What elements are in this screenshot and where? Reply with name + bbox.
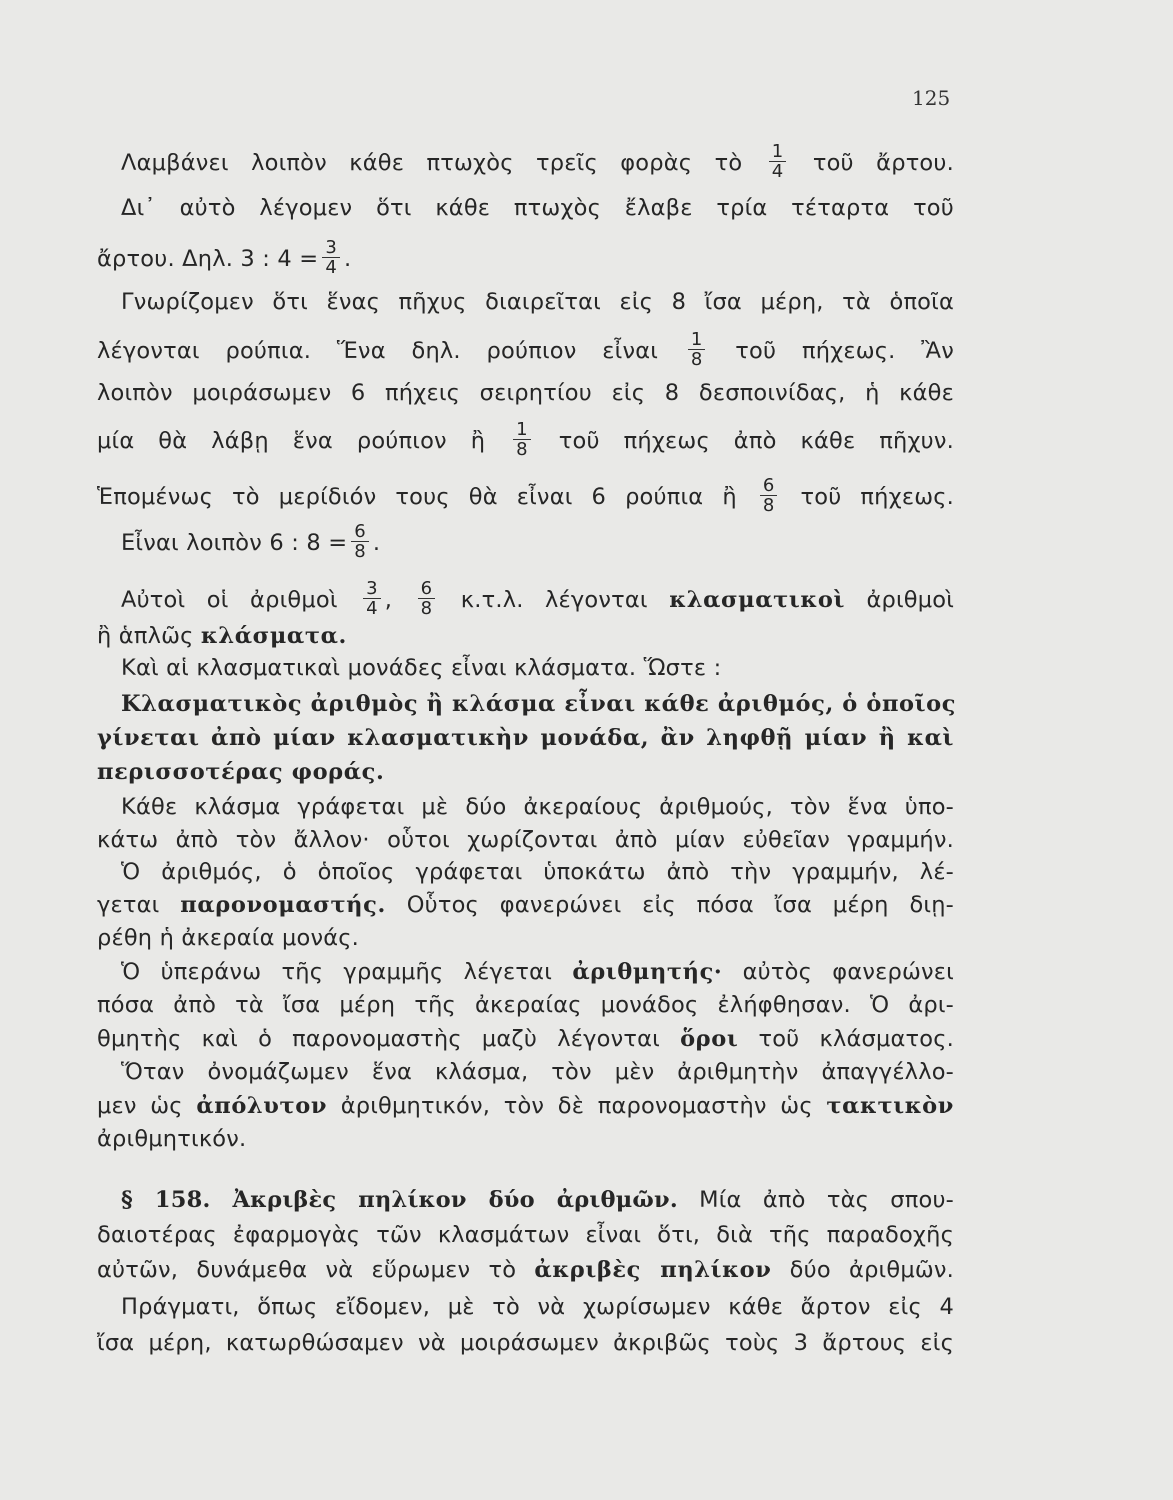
fraction (760, 476, 778, 515)
text: λέγονται ρούπια. Ἕνα δηλ. ρούπιον εἶναι (97, 338, 659, 364)
text: τοῦ ἄρτου. (812, 150, 954, 176)
numerator: 3 (363, 579, 381, 599)
text: . (344, 246, 352, 272)
text-line (97, 141, 954, 183)
bold-term: κλασματικοὶ (669, 587, 845, 613)
fraction (322, 238, 340, 277)
text: θμητὴς καὶ ὁ παρονομαστὴς μαζὺ λέγονται (97, 1026, 660, 1052)
text-line: Γνωρίζομεν ὅτι ἕνας πῆχυς διαιρεῖται εἰς 8 ἴσα μέρη, τὰ ὁποῖα (121, 289, 954, 315)
fraction (363, 579, 381, 618)
text: Λαμβάνει λοιπὸν κάθε πτωχὸς τρεῖς φορὰς τὸ (121, 150, 743, 176)
denominator: 8 (762, 495, 775, 516)
denominator: 8 (690, 349, 703, 370)
numerator: 3 (322, 238, 340, 258)
denominator: 4 (771, 161, 784, 182)
text-line (97, 237, 954, 279)
text: τοῦ κλάσματος. (758, 1026, 954, 1052)
text: Ἑπομένως τὸ μερίδιόν τους θὰ εἶναι 6 ρούπια ἢ (97, 484, 737, 510)
section-heading-line (97, 1185, 954, 1215)
page-number: 125 (912, 86, 951, 110)
text: τοῦ πήχεως. (800, 484, 955, 510)
fraction (513, 420, 531, 459)
text-line: Δι᾽ αὐτὸ λέγομεν ὅτι κάθε πτωχὸς ἔλαβε τρία τέταρτα τοῦ (121, 195, 954, 221)
text-line (97, 1255, 954, 1285)
numerator: 1 (513, 420, 531, 440)
text-line (97, 621, 954, 651)
denominator: 4 (325, 257, 337, 278)
text: τοῦ πήχεως. Ἂν (735, 338, 954, 364)
text: Εἶναι λοιπὸν 6 : 8 = (121, 530, 348, 556)
fraction (351, 522, 369, 561)
text-line (97, 521, 954, 563)
fraction (418, 579, 436, 618)
text: κ.τ.λ. λέγονται (460, 587, 648, 613)
text-line: Κάθε κλάσμα γράφεται μὲ δύο ἀκεραίους ἀριθμούς, τὸν ἕνα ὑπο- (121, 794, 954, 820)
text-line (97, 1091, 954, 1121)
text-line: Πράγματι, ὅπως εἴδομεν, μὲ τὸ νὰ χωρίσωμεν κάθε ἄρτον εἰς 4 (121, 1294, 954, 1320)
text: . (372, 530, 381, 556)
denominator: 8 (354, 541, 366, 562)
text: ἢ ἁπλῶς (97, 623, 194, 649)
bold-term: ὅροι (680, 1026, 739, 1052)
text: ἀριθμοὶ (866, 587, 955, 613)
text: γεται (97, 892, 160, 918)
text-line (97, 578, 955, 620)
text-line: πόσα ἀπὸ τὰ ἴσα μέρη τῆς ἀκεραίας μονάδος ἐλήφθησαν. Ὁ ἀρι- (97, 992, 954, 1018)
numerator: 6 (418, 579, 436, 599)
text: Ὁ ὑπεράνω τῆς γραμμῆς λέγεται (121, 959, 553, 985)
fraction (769, 142, 787, 181)
text-line: δαιοτέρας ἐφαρμογὰς τῶν κλασμάτων εἶναι ὅτι, διὰ τῆς παραδοχῆς (97, 1222, 954, 1248)
text-line (97, 957, 954, 987)
text-line: κάτω ἀπὸ τὸν ἄλλον· οὗτοι χωρίζονται ἀπὸ μίαν εὐθεῖαν γραμμήν. (97, 827, 954, 853)
bold-term: τακτικὸν (826, 1093, 955, 1119)
bold-term: ἀκριβὲς πηλίκον (534, 1257, 772, 1283)
text-line: Ὁ ἀριθμός, ὁ ὁποῖος γράφεται ὑποκάτω ἀπὸ τὴν γραμμήν, λέ- (121, 859, 954, 885)
text: δύο ἀριθμῶν. (789, 1257, 955, 1283)
bold-term: ἀριθμητής· (572, 959, 723, 985)
text: , (384, 587, 393, 613)
text-line (97, 419, 954, 461)
text: τοῦ πήχεως ἀπὸ κάθε πῆχυν. (558, 428, 954, 454)
text-line (97, 890, 954, 920)
text: ἀριθμητικόν, τὸν δὲ παρονομαστὴν ὡς (340, 1093, 813, 1119)
text-line: Καὶ αἱ κλασματικαὶ μονάδες εἶναι κλάσματα. Ὥστε : (121, 655, 722, 681)
numerator: 6 (351, 522, 369, 542)
text: αὐτὸς φανερώνει (742, 959, 954, 985)
text: Μία ἀπὸ τὰς σπου- (699, 1187, 954, 1213)
text: ἄρτου. Δηλ. 3 : 4 = (97, 246, 319, 272)
text-line: λοιπὸν μοιράσωμεν 6 πήχεις σειρητίου εἰς 8 δεσποινίδας, ἡ κάθε (97, 380, 954, 406)
numerator: 6 (760, 476, 778, 496)
text-line (97, 329, 954, 371)
text-line (97, 1024, 954, 1054)
definition-line: περισσοτέρας φοράς. (97, 759, 385, 785)
fraction (688, 330, 706, 369)
denominator: 4 (366, 598, 378, 619)
text-line: ἴσα μέρη, κατωρθώσαμεν νὰ μοιράσωμεν ἀκριβῶς τοὺς 3 ἄρτους εἰς (97, 1330, 954, 1356)
bold-term: ἀπόλυτον (196, 1093, 328, 1119)
denominator: 8 (516, 439, 528, 460)
definition-line: γίνεται ἀπὸ μίαν κλασματικὴν μονάδα, ἂν ληφθῇ μίαν ἢ καὶ (97, 725, 954, 751)
text-line: ἀριθμητικόν. (97, 1126, 247, 1152)
numerator: 1 (769, 142, 787, 162)
bold-term: παρονομαστής. (180, 892, 386, 918)
text: Οὗτος φανερώνει εἰς πόσα ἴσα μέρη διῃ- (406, 892, 955, 918)
text: μεν ὡς (97, 1093, 183, 1119)
text: αὐτῶν, δυνάμεθα νὰ εὕρωμεν τὸ (97, 1257, 517, 1283)
text-line: ρέθη ἡ ἀκεραία μονάς. (97, 925, 360, 951)
text-line: Ὅταν ὀνομάζωμεν ἕνα κλάσμα, τὸν μὲν ἀριθμητὴν ἀπαγγέλλο- (121, 1059, 954, 1085)
denominator: 8 (420, 598, 433, 619)
text: μία θὰ λάβῃ ἕνα ρούπιον ἢ (97, 428, 486, 454)
text-line (97, 475, 955, 517)
bold-term: κλάσματα. (200, 623, 347, 649)
text: Αὐτοὶ οἱ ἀριθμοὶ (121, 587, 338, 613)
section-title: § 158. Ἀκριβὲς πηλίκον δύο ἀριθμῶν. (121, 1187, 678, 1213)
numerator: 1 (688, 330, 706, 350)
definition-line: Κλασματικὸς ἀριθμὸς ἢ κλάσμα εἶναι κάθε ἀριθμός, ὁ ὁποῖος (121, 691, 957, 717)
